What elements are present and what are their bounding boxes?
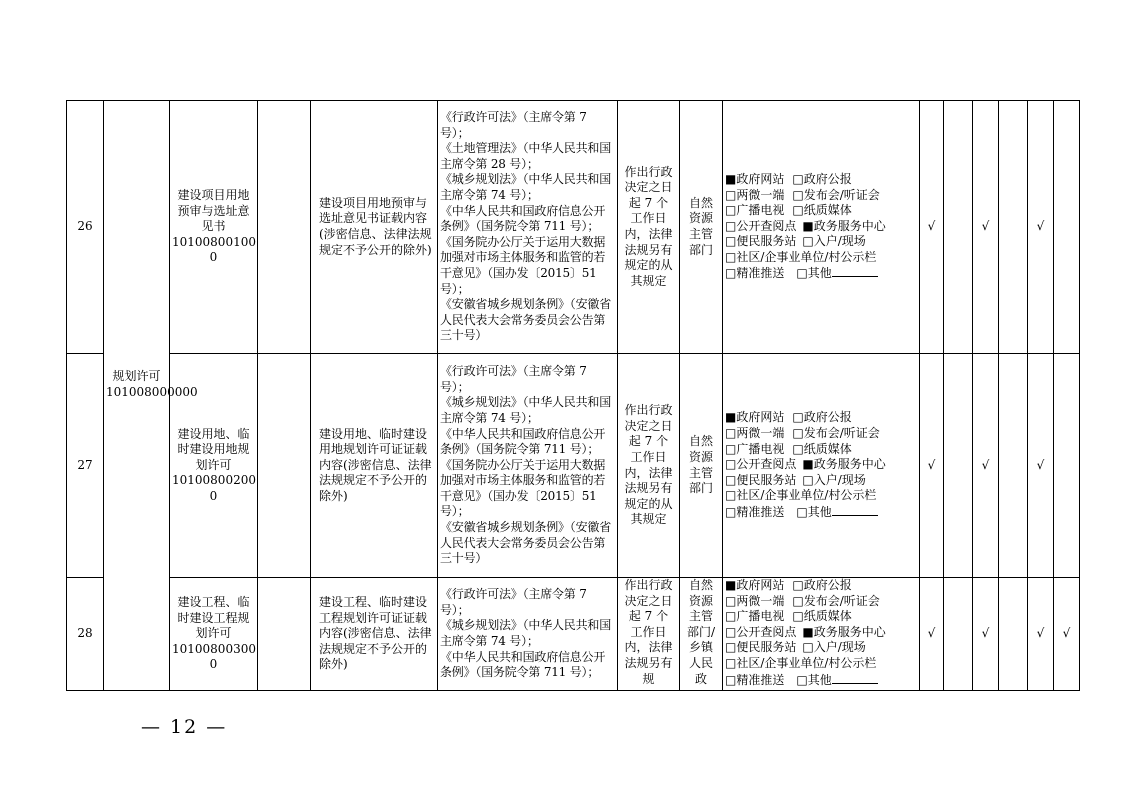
channel-label: 公开查阅点 (736, 624, 797, 639)
channel-line (725, 625, 917, 641)
checkbox-icon: □ (725, 488, 737, 503)
check-mark: √ (1028, 578, 1054, 691)
legal-basis-item: 《中华人民共和国政府信息公开条例》（国务院令第 711 号）； (440, 203, 606, 234)
legal-basis-item: 《安徽省城乡规划条例》（安徽省人民代表大会常务委员会公告第三十号） (440, 520, 612, 566)
channel-label: 两微一端 (736, 187, 785, 202)
channel-label: 政府公报 (803, 410, 852, 425)
row-number: 27 (67, 354, 104, 578)
checkbox-icon: □ (725, 426, 737, 441)
disclosure-channels (723, 354, 920, 578)
channel-line (725, 426, 917, 442)
checkbox-icon: □ (725, 187, 737, 202)
responsible-dept: 自然资源主管部门/乡镇人民政 (680, 578, 723, 691)
channel-label: 便民服务站 (736, 234, 797, 249)
channel-line (725, 504, 917, 521)
checkbox-icon: ■ (725, 578, 737, 592)
channel-line (725, 172, 917, 188)
channel-label: 广播电视 (736, 441, 785, 456)
item-name: 建设项目用地预审与选址意见书10100800100 0 (170, 101, 258, 354)
checkbox-icon: □ (802, 234, 814, 249)
channel-label: 社区/企事业单位/村公示栏 (736, 488, 877, 503)
check-mark (999, 354, 1028, 578)
check-mark: √ (920, 578, 944, 691)
check-mark: √ (1028, 354, 1054, 578)
blank-underline (832, 504, 878, 516)
channel-line (725, 234, 917, 250)
channel-line (725, 203, 917, 219)
disclosure-content: 建设工程、临时建设工程规划许可证证载内容(涉密信息、法律法规规定不予公开的除外) (311, 578, 438, 691)
empty-cell (258, 354, 311, 578)
check-mark (999, 101, 1028, 354)
channel-label: 广播电视 (736, 609, 785, 624)
legal-basis-item: 《行政许可法》（主席令第 7 号）； (440, 587, 587, 617)
channel-line (725, 219, 917, 235)
row-number: 28 (67, 578, 104, 691)
checkbox-icon: □ (725, 640, 737, 655)
channel-label: 入户/现场 (813, 472, 866, 487)
channel-line (725, 188, 917, 204)
channel-label: 入户/现场 (813, 640, 866, 655)
checkbox-icon: ■ (725, 171, 737, 186)
channel-line (725, 457, 917, 473)
item-name: 建设用地、临时建设用地规划许可10100800200 0 (170, 354, 258, 578)
checkbox-icon: □ (792, 171, 804, 186)
channel-label: 两微一端 (736, 593, 785, 608)
channel-line (725, 265, 917, 282)
checkbox-icon: □ (792, 593, 804, 608)
channel-label: 社区/企事业单位/村公示栏 (736, 249, 877, 264)
check-mark (999, 578, 1028, 691)
channel-label: 其他 (807, 504, 832, 519)
checkbox-icon: □ (792, 187, 804, 202)
table-row (67, 354, 1080, 578)
checkbox-icon: ■ (802, 218, 814, 233)
legal-basis (438, 354, 618, 578)
check-mark (944, 101, 973, 354)
channel-label: 其他 (807, 266, 832, 281)
checkbox-icon: □ (725, 234, 737, 249)
row-number: 26 (67, 101, 104, 354)
checkbox-icon: □ (725, 504, 737, 519)
item-name: 建设工程、临时建设工程规划许可10100800300 0 (170, 578, 258, 691)
channel-line (725, 442, 917, 458)
check-mark: √ (973, 101, 999, 354)
channel-label: 政务服务中心 (813, 457, 886, 472)
checkbox-icon: □ (725, 457, 737, 472)
channel-label: 政府公报 (803, 171, 852, 186)
legal-basis (438, 101, 618, 354)
channel-label: 精准推送 (736, 672, 785, 687)
blank-underline (832, 672, 878, 684)
channel-label: 政务服务中心 (813, 624, 886, 639)
checkbox-icon: □ (792, 578, 804, 592)
channel-label: 政府网站 (736, 578, 785, 592)
blank-underline (832, 265, 878, 277)
checkbox-icon: □ (796, 504, 808, 519)
channel-label: 公开查阅点 (736, 218, 797, 233)
time-limit: 作出行政决定之日起 7 个工作日内，法律法规另有规定的从其规定 (618, 354, 680, 578)
disclosure-content: 建设项目用地预审与选址意见书证载内容(涉密信息、法律法规规定不予公开的除外) (311, 101, 438, 354)
check-mark: √ (973, 354, 999, 578)
channel-label: 政府公报 (803, 578, 852, 592)
checkbox-icon: □ (725, 672, 737, 687)
table-row (67, 101, 1080, 354)
legal-basis-item: 《国务院办公厅关于运用大数据加强对市场主体服务和监管的若干意见》（国办发〔2015〕51 号）； (440, 457, 606, 519)
disclosure-table (66, 100, 1080, 691)
checkbox-icon: □ (802, 640, 814, 655)
channel-label: 政府网站 (736, 171, 785, 186)
channel-label: 两微一端 (736, 426, 785, 441)
time-limit: 作出行政决定之日起 7 个工作日内，法律法规另有规定的从其规定 (618, 101, 680, 354)
legal-basis-item: 《城乡规划法》（中华人民共和国主席令第 74 号）； (440, 395, 612, 425)
checkbox-icon: □ (725, 472, 737, 487)
checkbox-icon: □ (725, 441, 737, 456)
channel-label: 纸质媒体 (803, 609, 852, 624)
channel-label: 便民服务站 (736, 640, 797, 655)
channel-label: 精准推送 (736, 504, 785, 519)
disclosure-channels (723, 578, 920, 691)
legal-basis-item: 《行政许可法》（主席令第 7 号）； (440, 364, 587, 394)
channel-line (725, 410, 917, 426)
disclosure-content: 建设用地、临时建设用地规划许可证证载内容(涉密信息、法律法规规定不予公开的除外) (311, 354, 438, 578)
check-mark (944, 578, 973, 691)
channel-label: 发布会/听证会 (803, 593, 880, 608)
check-mark: √ (973, 578, 999, 691)
checkbox-icon: □ (725, 609, 737, 624)
channel-label: 公开查阅点 (736, 457, 797, 472)
channel-label: 其他 (807, 672, 832, 687)
check-mark: √ (920, 354, 944, 578)
disclosure-channels (723, 101, 920, 354)
category-cell: 规划许可101008000000 (104, 101, 170, 691)
checkbox-icon: □ (725, 624, 737, 639)
checkbox-icon: ■ (802, 624, 814, 639)
checkbox-icon: □ (725, 249, 737, 264)
checkbox-icon: □ (725, 218, 737, 233)
channel-line (725, 640, 917, 656)
responsible-dept: 自然资源主管部门 (680, 354, 723, 578)
channel-line (725, 250, 917, 266)
page-number: — 12 — (141, 716, 228, 738)
channel-label: 纸质媒体 (803, 203, 852, 218)
checkbox-icon: □ (792, 426, 804, 441)
checkbox-icon: □ (792, 441, 804, 456)
empty-cell (258, 101, 311, 354)
channel-label: 广播电视 (736, 203, 785, 218)
channel-label: 精准推送 (736, 266, 785, 281)
channel-label: 政务服务中心 (813, 218, 886, 233)
check-mark (944, 354, 973, 578)
checkbox-icon: □ (725, 266, 737, 281)
legal-basis-item: 《行政许可法》（主席令第 7 号）； (440, 110, 587, 140)
legal-basis (438, 578, 618, 691)
channel-label: 纸质媒体 (803, 441, 852, 456)
channel-line (725, 656, 917, 672)
checkbox-icon: □ (792, 203, 804, 218)
legal-basis-item: 《国务院办公厅关于运用大数据加强对市场主体服务和监管的若干意见》（国办发〔2015〕51 号）； (440, 234, 606, 296)
checkbox-icon: ■ (802, 457, 814, 472)
channel-label: 发布会/听证会 (803, 187, 880, 202)
table-row (67, 578, 1080, 691)
legal-basis-item: 《中华人民共和国政府信息公开条例》（国务院令第 711 号）； (440, 649, 606, 680)
channel-line (725, 672, 917, 689)
channel-line (725, 488, 917, 504)
channel-label: 社区/企事业单位/村公示栏 (736, 655, 877, 670)
checkbox-icon: □ (802, 472, 814, 487)
check-mark (1054, 354, 1080, 578)
channel-label: 政府网站 (736, 410, 785, 425)
checkbox-icon: □ (725, 655, 737, 670)
channel-label: 入户/现场 (813, 234, 866, 249)
check-mark (1054, 101, 1080, 354)
channel-label: 便民服务站 (736, 472, 797, 487)
checkbox-icon: □ (792, 609, 804, 624)
legal-basis-item: 《安徽省城乡规划条例》（安徽省人民代表大会常务委员会公告第三十号） (440, 297, 612, 343)
time-limit: 作出行政决定之日起 7 个工作日内，法律法规另有规 (618, 578, 680, 691)
responsible-dept: 自然资源主管部门 (680, 101, 723, 354)
check-mark: √ (1054, 578, 1080, 691)
legal-basis-item: 《城乡规划法》（中华人民共和国主席令第 74 号）； (440, 172, 612, 203)
channel-label: 发布会/听证会 (803, 426, 880, 441)
checkbox-icon: □ (796, 266, 808, 281)
empty-cell (258, 578, 311, 691)
legal-basis-item: 《土地管理法》（中华人民共和国主席令第 28 号）； (440, 141, 612, 171)
channel-line (725, 594, 917, 610)
checkbox-icon: ■ (725, 410, 737, 425)
channel-line (725, 578, 917, 594)
legal-basis-item: 《中华人民共和国政府信息公开条例》（国务院令第 711 号）； (440, 426, 606, 457)
check-mark: √ (1028, 101, 1054, 354)
check-mark: √ (920, 101, 944, 354)
channel-line (725, 609, 917, 625)
channel-line (725, 473, 917, 489)
checkbox-icon: □ (725, 593, 737, 608)
checkbox-icon: □ (796, 672, 808, 687)
checkbox-icon: □ (725, 203, 737, 218)
checkbox-icon: □ (792, 410, 804, 425)
legal-basis-item: 《城乡规划法》（中华人民共和国主席令第 74 号）； (440, 618, 612, 648)
